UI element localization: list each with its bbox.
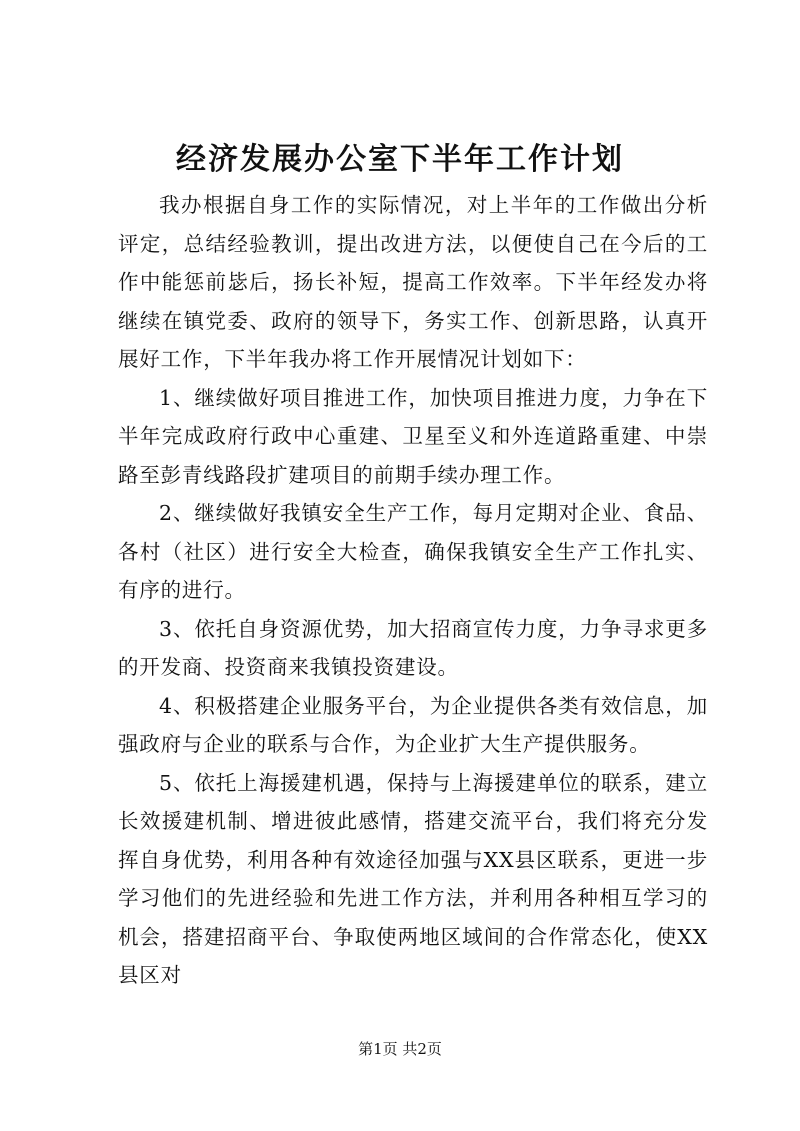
paragraph-item-1: 1、继续做好项目推进工作，加快项目推进力度，力争在下半年完成政府行政中心重建、卫星至义和外连道路重建、中崇路至彭青线路段扩建项目的前期手续办理工作。: [118, 385, 708, 487]
paragraph-intro: 我办根据自身工作的实际情况，对上半年的工作做出分析评定，总结经验教训，提出改进方法，以便使自己在今后的工作中能惩前毖后，扬长补短，提高工作效率。下半年经发办将继续在镇党委、政府的领导下，务实工作、创新思路，认真开展好工作，下半年我办将工作开展情况计划如下：: [118, 193, 708, 371]
document-body: [118, 186, 708, 995]
document-title: 经济发展办公室下半年工作计划: [176, 142, 624, 177]
paragraph-item-3: 3、依托自身资源优势，加大招商宣传力度，力争寻求更多的开发商、投资商来我镇投资建设。: [118, 616, 708, 679]
paragraph-item-4: 4、积极搭建企业服务平台，为企业提供各类有效信息，加强政府与企业的联系与合作，为企业扩大生产提供服务。: [118, 693, 708, 756]
page-number-footer: 第1页 共2页: [358, 1040, 442, 1058]
paragraph-item-2: 2、继续做好我镇安全生产工作，每月定期对企业、食品、各村（社区）进行安全大检查，确保我镇安全生产工作扎实、有序的进行。: [118, 501, 708, 602]
paragraph-item-5: 5、依托上海援建机遇，保持与上海援建单位的联系，建立长效援建机制、增进彼此感情，搭建交流平台，我们将充分发挥自身优势，利用各种有效途径加强与XX县区联系，更进一步学习他们的先进经验和先进工作方法，并利用各种相互学习的机会，搭建招商平台、争取使两地区域间的合作常态化，使XX县区对: [118, 770, 708, 987]
